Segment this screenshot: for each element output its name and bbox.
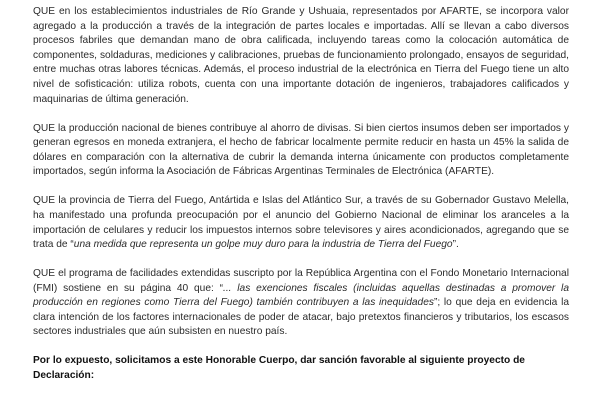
paragraph-currency-savings — [33, 122, 569, 180]
paragraph-imf-program — [33, 267, 569, 340]
paragraph-quote: una medida que representa un golpe muy duro para la industria de Tierra del Fuego — [73, 239, 453, 251]
closing-statement: Por lo expuesto, solicitamos a este Honorable Cuerpo, dar sanción favorable al siguiente proyecto de Declaración: — [33, 355, 525, 382]
paragraph-text: QUE en los establecimientos industriales de Río Grande y Ushuaia, representados por AFARTE, se incorpora valor agregado a la producción a través de la integración de partes locales e importadas. Allí se llevan a cabo diversos procesos fabriles que demandan mano de obra calificada, incluyendo tareas como la colocación automática de componentes, soldaduras, mediciones y calibraciones, pruebas de funcionamiento prolongado, ensayos de seguridad, entre muchas otras labores técnicas. Además, el proceso industrial de la electrónica en Tierra del Fuego tiene un alto nivel de sofisticación: utiliza robots, cuenta con una importante dotación de ingenieros, trabajadores calificados y maquinarias de última generación. — [33, 6, 569, 105]
paragraph-text: ”. — [452, 239, 459, 251]
paragraph-text: QUE la producción nacional de bienes contribuye al ahorro de divisas. Si bien ciertos insumos deben ser importados y generan egresos en moneda extranjera, el hecho de fabricar localmente permite reducir en hasta un 45% la salida de dólares en comparación con la alternativa de cubrir la demanda interna únicamente con productos completamente importados, según informa la Asociación de Fábricas Argentinas Terminales de Electrónica (AFARTE). — [33, 122, 569, 178]
paragraph-text: QUE el programa de facilidades extendidas suscripto por la República Argentina con el Fondo Monetario Internacional (FMI) sostiene en su página 40 que: “ — [33, 268, 569, 294]
paragraph-text: ”; lo que deja en evidencia la clara intención de los factores internacionales de poder de atacar, bajo pretextos financieros y tributarios, los escasos sectores industriales que aún subsisten en nuestro país. — [33, 297, 569, 338]
paragraph-governor-concern — [33, 194, 569, 252]
paragraph-afarte-production — [33, 5, 569, 107]
paragraph-text: QUE la provincia de Tierra del Fuego, Antártida e Islas del Atlántico Sur, a través de su Gobernador Gustavo Melella, ha manifestado una profunda preocupación por el anuncio del Gobierno Nacional de eliminar los aranceles a la importación de celulares y reducir los impuestos internos sobre televisores y aires acondicionados, agregando que se trata de “ — [33, 195, 569, 251]
paragraph-quote: ... las exenciones fiscales (incluidas aquellas destinadas a promover la producción en regiones como Tierra del Fuego) también contribuyen a las inequidades — [33, 282, 569, 309]
document-page — [33, 5, 569, 384]
